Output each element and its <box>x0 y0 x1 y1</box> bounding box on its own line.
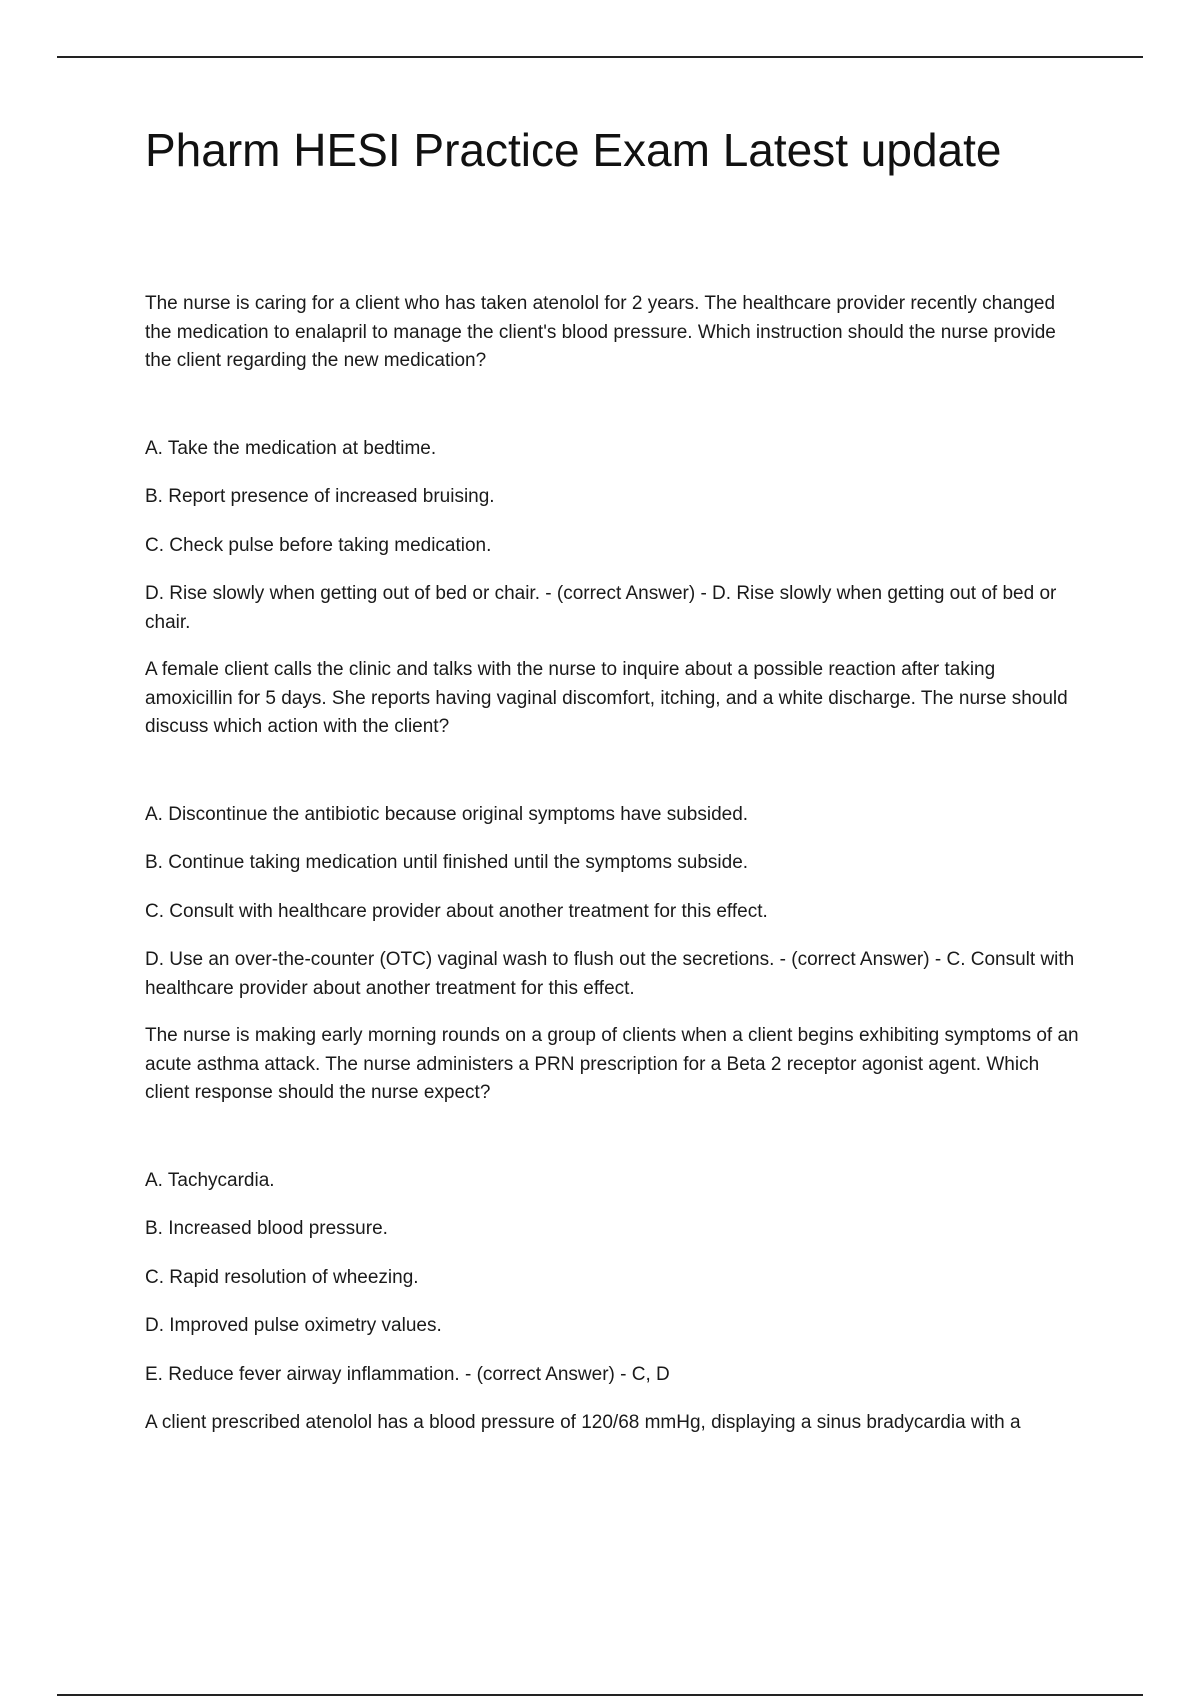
question-2-option-b: B. Continue taking medication until finished until the symptoms subside. <box>145 852 749 873</box>
question-1-option-a: A. Take the medication at bedtime. <box>145 437 437 459</box>
question-stem-4-partial: A client prescribed atenolol has a blood pressure of 120/68 mmHg, displaying a sinus bradycardia with a <box>145 1412 1021 1433</box>
question-stem-3: The nurse is making early morning rounds on a group of clients when a client begins exhibiting symptoms of an acute asthma attack. The nurse administers a PRN prescription for a Beta 2 receptor agonist agent. Which client response should the nurse expect? <box>145 1025 1079 1103</box>
question-3-option-b: B. Increased blood pressure. <box>145 1218 388 1239</box>
question-3-option-d: D. Improved pulse oximetry values. <box>145 1315 442 1336</box>
document-body <box>145 290 1085 1438</box>
question-stem-2: A female client calls the clinic and talks with the nurse to inquire about a possible reaction after taking amoxicillin for 5 days. She reports having vaginal discomfort, itching, and a white discharge. The nurse should discuss which action with the client? <box>145 659 1068 737</box>
question-1-option-c: C. Check pulse before taking medication. <box>145 534 492 556</box>
question-1-option-b: B. Report presence of increased bruising. <box>145 486 495 507</box>
question-stem-1: The nurse is caring for a client who has taken atenolol for 2 years. The healthcare provider recently changed the medication to enalapril to manage the client's blood pressure. Which instruction should the nurse provide the client regarding the new medication? <box>145 293 1056 371</box>
question-3-option-e-answer: E. Reduce fever airway inflammation. - (correct Answer) - C, D <box>145 1363 670 1385</box>
question-2-option-d-answer: D. Use an over-the-counter (OTC) vaginal wash to flush out the secretions. - (correct Answer) - C. Consult with healthcare provider about another treatment for this effect. <box>145 949 1075 999</box>
page-title: Pharm HESI Practice Exam Latest update <box>145 124 1002 176</box>
question-3-option-a: A. Tachycardia. <box>145 1169 275 1191</box>
question-1-option-d-answer: D. Rise slowly when getting out of bed or chair. - (correct Answer) - D. Rise slowly when getting out of bed or chair. <box>145 583 1057 633</box>
question-3-option-c: C. Rapid resolution of wheezing. <box>145 1266 419 1288</box>
question-2-option-c: C. Consult with healthcare provider about another treatment for this effect. <box>145 900 768 922</box>
top-rule <box>57 56 1143 58</box>
question-2-option-a: A. Discontinue the antibiotic because original symptoms have subsided. <box>145 803 749 825</box>
bottom-rule <box>57 1694 1143 1696</box>
